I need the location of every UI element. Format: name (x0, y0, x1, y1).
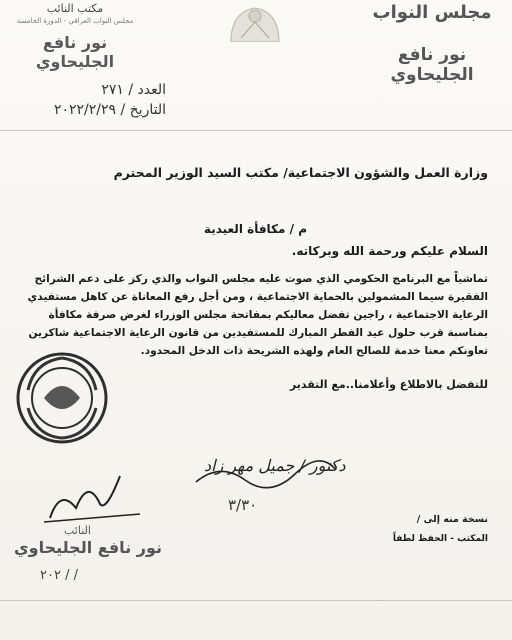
office-seal-stamp (14, 350, 110, 446)
cc-item: المكتب - الحفظ لطفاً (392, 534, 488, 544)
cc-title: نسخة منه إلى / (416, 514, 488, 525)
body-line: تعاونكم معنا خدمة للصالح العام ولهذه الشريحة ذات الدخل المحدود. (140, 345, 488, 357)
letterhead-name-right: نور نافع الجليحاوي (390, 45, 474, 85)
signatory-title: النائب (64, 524, 91, 537)
signatory-name: نور نافع الجليحاوي (13, 538, 163, 557)
handwritten-signature-icon (190, 452, 340, 498)
handwritten-note: دكتور / جميل مهر زاد (204, 456, 346, 475)
body-line: الفقيرة سيما المشمولين بالحماية الاجتماعية ، ومن أجل رفع المعاناة عن كاهل مستفيدي (27, 291, 488, 303)
greeting: السلام عليكم ورحمة الله وبركاته. (291, 244, 488, 258)
footer-date: ٢٠٢ / / (40, 568, 78, 583)
closing-line: للتفضل بالاطلاع وأعلامنا..مع التقدير (289, 378, 488, 391)
letterhead-office: مكتب النائب (46, 2, 104, 15)
body-line: بمناسبة قرب حلول عيد الفطر المبارك للمستفيدين من قانون الرعاية الاجتماعية شاكرين (28, 327, 488, 339)
letter-body (28, 270, 488, 360)
subject-line: م / مكافأة العيدية (203, 222, 307, 236)
letterhead-right (362, 2, 502, 85)
footer-divider (0, 600, 512, 601)
reference-date: التاريخ / ٢٠٢٢/٢/٢٩ (53, 102, 166, 118)
parliament-emblem-icon (223, 2, 287, 42)
letterhead-parliament: مجلس النواب العراقي - الدورة الخامسة (16, 17, 134, 25)
body-line: الرعاية الاجتماعية ، راجين تفضل معاليكم بمفاتحة مجلس الوزراء لغرض صرفة مكافأة (48, 309, 488, 321)
mp-signature-icon (40, 468, 150, 528)
letterhead-parliament-right: مجلس النواب (372, 2, 492, 23)
addressee: وزارة العمل والشؤون الاجتماعية/ مكتب السيد الوزير المحترم (113, 165, 488, 180)
letterhead-name-left: نور نافع الجليحاوي (35, 33, 115, 71)
body-line: تماشياً مع البرنامج الحكومي الذي صوت عليه مجلس النواب والذي ركز على دعم الشرائح (34, 273, 488, 285)
header-divider (0, 130, 512, 131)
letterhead-left (10, 2, 140, 71)
handwritten-date: ٣/٣٠ (228, 496, 258, 514)
reference-block (26, 80, 166, 120)
reference-number: العدد / ٢٧١ (101, 82, 166, 98)
